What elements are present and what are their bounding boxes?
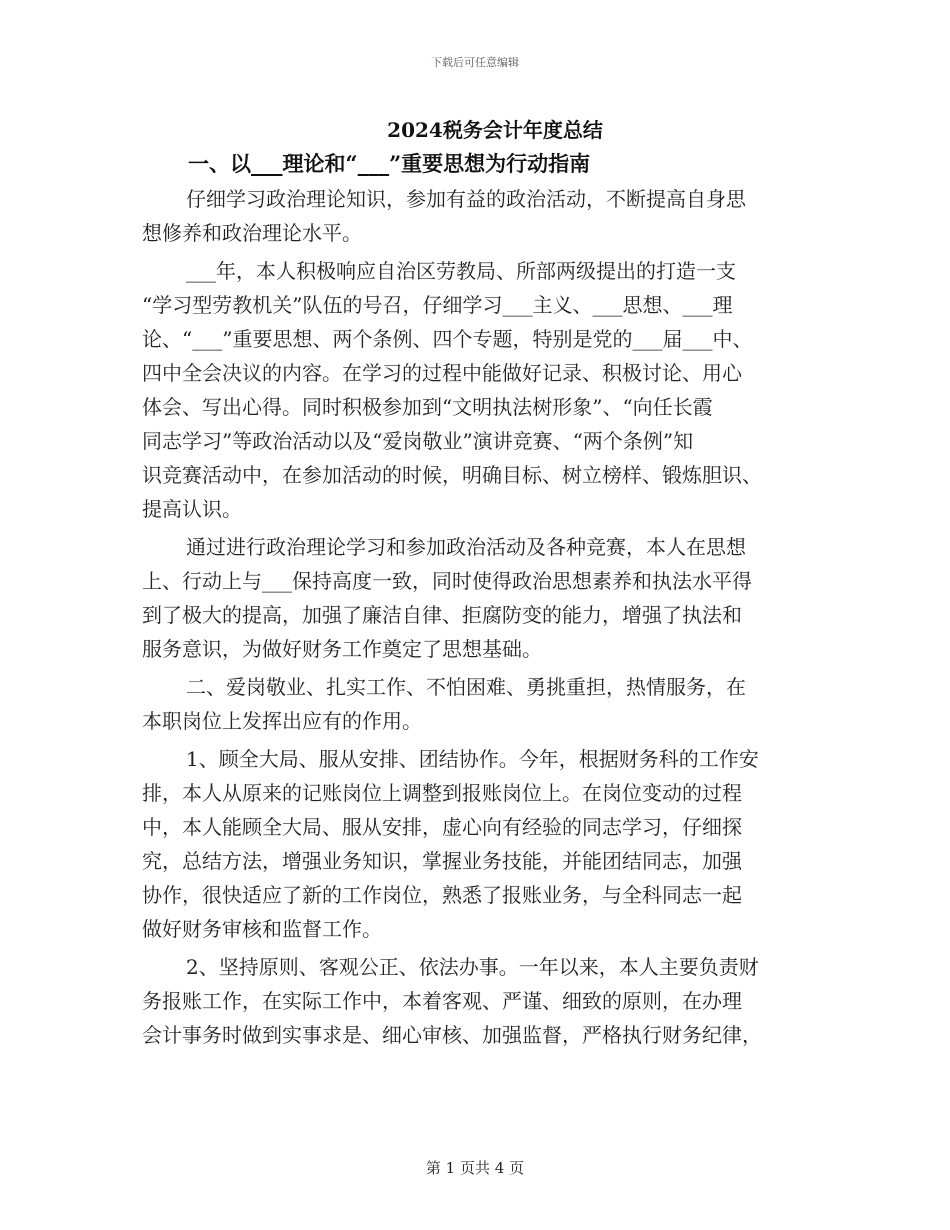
section-heading: 一、以___理论和“___”重要思想为行动指南 <box>188 151 591 176</box>
paragraph-line: 本职岗位上发挥出应有的作用。 <box>142 709 422 733</box>
paragraph-line: “学习型劳教机关”队伍的号召，仔细学习___主义、___思想、___理 <box>142 293 733 317</box>
paragraph-line: 中，本人能顾全大局、服从安排，虚心向有经验的同志学习，仔细探 <box>142 815 742 839</box>
paragraph-line: 仔细学习政治理论知识，参加有益的政治活动，不断提高自身思 <box>186 187 746 211</box>
paragraph-line: 体会、写出心得。同时积极参加到“文明执法树形象”、“向任长霞 <box>142 395 713 419</box>
paragraph <box>142 742 822 946</box>
paragraph-line: 提高认识。 <box>142 497 242 521</box>
paragraph <box>142 530 822 666</box>
paragraph-line: 通过进行政治理论学习和参加政治活动及各种竞赛，本人在思想 <box>186 535 746 559</box>
paragraph-line: 识竞赛活动中，在参加活动的时候，明确目标、树立榜样、锻炼胆识、 <box>142 463 762 487</box>
paragraph-line: ___年，本人积极响应自治区劳教局、所部两级提出的打造一支 <box>186 259 736 283</box>
document-body <box>142 182 822 1056</box>
paragraph-line: 会计事务时做到实事求是、细心审核、加强监督，严格执行财务纪律， <box>142 1023 762 1047</box>
paragraph-line: 协作，很快适应了新的工作岗位，熟悉了报账业务，与全科同志一起 <box>142 883 742 907</box>
page-number: 第 1 页共 4 页 <box>425 1159 525 1177</box>
paragraph <box>142 950 822 1052</box>
paragraph-line: 1、顾全大局、服从安排、团结协作。今年，根据财务科的工作安 <box>186 747 759 771</box>
paragraph-line: 务报账工作，在实际工作中，本着客观、严谨、细致的原则，在办理 <box>142 989 742 1013</box>
paragraph-line: 到了极大的提高，加强了廉洁自律、拒腐防变的能力，增强了执法和 <box>142 603 742 627</box>
paragraph-line: 四中全会决议的内容。在学习的过程中能做好记录、积极讨论、用心 <box>142 361 742 385</box>
paragraph-line: 究，总结方法，增强业务知识，掌握业务技能，并能团结同志，加强 <box>142 849 742 873</box>
paragraph-line: 同志学习”等政治活动以及“爱岗敬业”演讲竞赛、“两个条例”知 <box>142 429 694 453</box>
paragraph-line: 论、“___”重要思想、两个条例、四个专题，特别是党的___届___中、 <box>142 327 753 351</box>
paragraph <box>142 254 822 526</box>
paragraph-line: 2、坚持原则、客观公正、依法办事。一年以来，本人主要负责财 <box>186 955 759 979</box>
paragraph-line: 排，本人从原来的记账岗位上调整到报账岗位上。在岗位变动的过程 <box>142 781 742 805</box>
document-title: 2024税务会计年度总结 <box>387 118 603 142</box>
paragraph-line: 上、行动上与___保持高度一致，同时使得政治思想素养和执法水平得 <box>142 569 752 593</box>
paragraph <box>142 670 822 738</box>
paragraph-line: 服务意识，为做好财务工作奠定了思想基础。 <box>142 637 542 661</box>
paragraph-line: 想修养和政治理论水平。 <box>142 221 362 245</box>
paragraph-line: 二、爱岗敬业、扎实工作、不怕困难、勇挑重担，热情服务，在 <box>186 675 746 699</box>
paragraph-line: 做好财务审核和监督工作。 <box>142 917 382 941</box>
page-header-note: 下载后可任意编辑 <box>431 56 519 69</box>
paragraph <box>142 182 822 250</box>
